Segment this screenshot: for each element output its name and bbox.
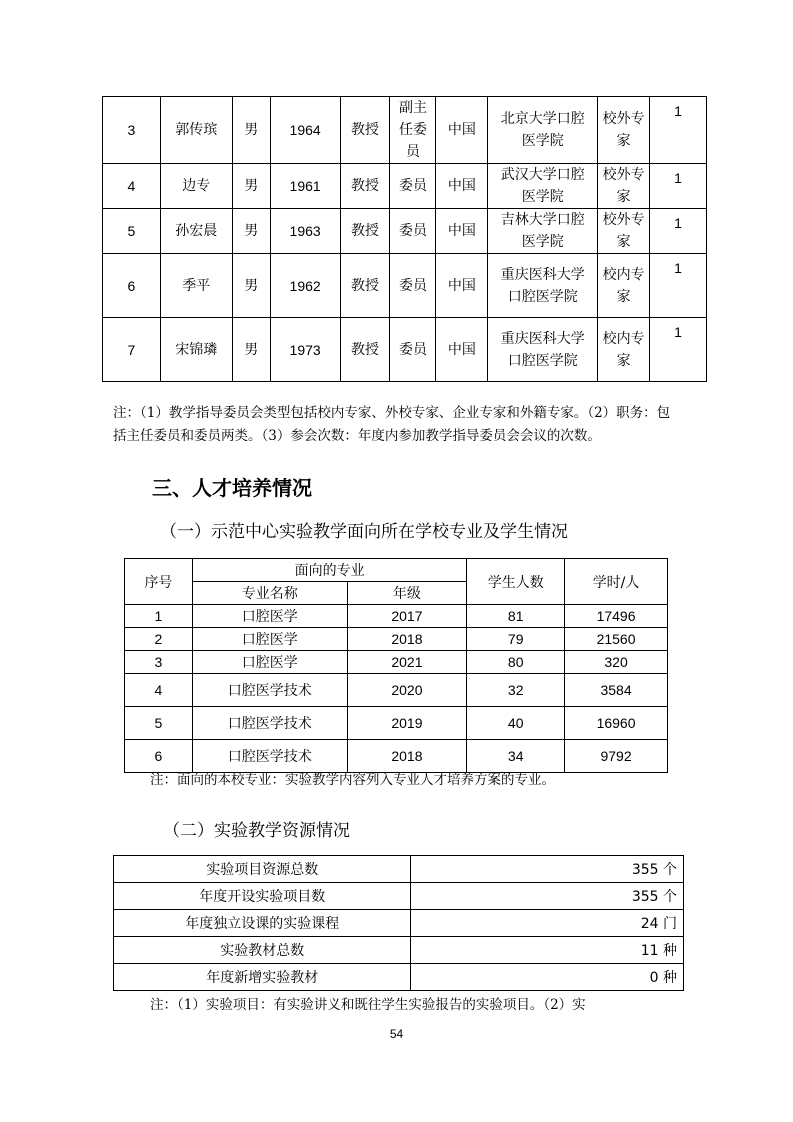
resources-row [114,910,684,937]
committee-cell-type: 校外专家 [598,97,650,164]
committee-cell-role: 委员 [390,318,436,382]
students-cell-grade: 2018 [347,628,467,651]
students-cell-students: 32 [467,674,565,707]
students-cell-hours: 9792 [565,740,668,773]
students-cell-no: 6 [125,740,193,773]
students-row [125,628,668,651]
resources-row [114,856,684,883]
resources-value: 0 种 [411,964,684,991]
resources-row [114,883,684,910]
students-cell-hours: 3584 [565,674,668,707]
committee-cell-unit: 重庆医科大学口腔医学院 [488,254,598,318]
resources-label: 年度新增实验教材 [114,964,411,991]
students-cell-no: 3 [125,651,193,674]
students-cell-no: 1 [125,605,193,628]
committee-cell-type: 校外专家 [598,209,650,254]
committee-cell-name: 郭传瑸 [160,97,232,164]
header-major-name: 专业名称 [192,582,347,605]
students-cell-students: 81 [467,605,565,628]
page-number: 54 [389,1027,404,1041]
header-no: 序号 [125,559,193,605]
committee-cell-country: 中国 [436,318,488,382]
committee-cell-no: 3 [103,97,161,164]
committee-cell-type: 校内专家 [598,254,650,318]
committee-cell-sex: 男 [232,164,270,209]
students-cell-grade: 2017 [347,605,467,628]
students-cell-grade: 2018 [347,740,467,773]
students-cell-grade: 2020 [347,674,467,707]
resources-row [114,937,684,964]
committee-cell-country: 中国 [436,209,488,254]
committee-cell-year: 1962 [270,254,340,318]
students-cell-hours: 16960 [565,707,668,740]
header-major-group: 面向的专业 [192,559,466,582]
committee-cell-year: 1973 [270,318,340,382]
committee-cell-no: 5 [103,209,161,254]
committee-cell-title: 教授 [340,209,390,254]
students-cell-hours: 17496 [565,605,668,628]
committee-cell-name: 孙宏晨 [160,209,232,254]
committee-cell-count: 1 [650,209,707,254]
resources-value: 355 个 [411,883,684,910]
resources-label: 实验教材总数 [114,937,411,964]
students-row [125,651,668,674]
committee-cell-title: 教授 [340,164,390,209]
committee-cell-year: 1963 [270,209,340,254]
students-cell-students: 40 [467,707,565,740]
committee-row [103,97,707,164]
students-row [125,605,668,628]
students-cell-grade: 2019 [347,707,467,740]
committee-cell-year: 1961 [270,164,340,209]
committee-cell-count: 1 [650,318,707,382]
students-cell-hours: 320 [565,651,668,674]
header-students: 学生人数 [467,559,565,605]
committee-table [102,96,707,382]
students-cell-major: 口腔医学技术 [192,740,347,773]
header-hours: 学时/人 [565,559,668,605]
students-note: 注：面向的本校专业：实验教学内容列入专业人才培养方案的专业。 [150,772,555,788]
committee-cell-sex: 男 [232,254,270,318]
committee-row [103,318,707,382]
committee-row [103,164,707,209]
students-cell-hours: 21560 [565,628,668,651]
committee-cell-title: 教授 [340,254,390,318]
subsection-title-students: （一）示范中心实验教学面向所在学校专业及学生情况 [160,522,568,542]
students-row [125,674,668,707]
students-cell-no: 4 [125,674,193,707]
committee-cell-country: 中国 [436,97,488,164]
committee-cell-count: 1 [650,254,707,318]
resources-label: 实验项目资源总数 [114,856,411,883]
students-row [125,740,668,773]
committee-cell-sex: 男 [232,318,270,382]
students-cell-students: 80 [467,651,565,674]
committee-cell-type: 校内专家 [598,318,650,382]
resources-label: 年度独立设课的实验课程 [114,910,411,937]
header-grade: 年级 [347,582,467,605]
committee-cell-role: 委员 [390,209,436,254]
committee-cell-sex: 男 [232,209,270,254]
students-cell-major: 口腔医学 [192,628,347,651]
section-title: 三、人才培养情况 [152,476,312,500]
subsection-title-resources: （二）实验教学资源情况 [163,821,350,841]
students-cell-no: 2 [125,628,193,651]
committee-cell-name: 边专 [160,164,232,209]
committee-cell-unit: 吉林大学口腔医学院 [488,209,598,254]
students-cell-grade: 2021 [347,651,467,674]
students-cell-students: 34 [467,740,565,773]
students-cell-major: 口腔医学 [192,605,347,628]
committee-cell-sex: 男 [232,97,270,164]
resources-table [113,855,684,991]
committee-cell-role: 副主任委员 [390,97,436,164]
committee-cell-title: 教授 [340,318,390,382]
committee-cell-unit: 重庆医科大学口腔医学院 [488,318,598,382]
committee-cell-year: 1964 [270,97,340,164]
committee-row [103,209,707,254]
committee-cell-no: 4 [103,164,161,209]
committee-cell-role: 委员 [390,164,436,209]
committee-cell-country: 中国 [436,164,488,209]
committee-cell-country: 中国 [436,254,488,318]
students-cell-students: 79 [467,628,565,651]
students-cell-no: 5 [125,707,193,740]
committee-cell-no: 7 [103,318,161,382]
committee-cell-type: 校外专家 [598,164,650,209]
committee-cell-title: 教授 [340,97,390,164]
students-row [125,707,668,740]
committee-cell-name: 季平 [160,254,232,318]
committee-row [103,254,707,318]
committee-cell-unit: 北京大学口腔医学院 [488,97,598,164]
committee-cell-name: 宋锦璘 [160,318,232,382]
committee-cell-unit: 武汉大学口腔医学院 [488,164,598,209]
resources-value: 355 个 [411,856,684,883]
resources-row [114,964,684,991]
students-cell-major: 口腔医学技术 [192,674,347,707]
students-cell-major: 口腔医学 [192,651,347,674]
committee-cell-role: 委员 [390,254,436,318]
committee-cell-count: 1 [650,164,707,209]
students-cell-major: 口腔医学技术 [192,707,347,740]
resources-label: 年度开设实验项目数 [114,883,411,910]
resources-value: 11 种 [411,937,684,964]
committee-cell-no: 6 [103,254,161,318]
resources-value: 24 门 [411,910,684,937]
committee-note: 注：（1）教学指导委员会类型包括校内专家、外校专家、企业专家和外籍专家。（2）职务：包括主任委员和委员两类。（3）参会次数：年度内参加教学指导委员会会议的次数。 [113,405,671,444]
resources-note: 注：（1）实验项目：有实验讲义和既往学生实验报告的实验项目。（2）实 [150,997,586,1013]
committee-cell-count: 1 [650,97,707,164]
students-table [124,558,668,773]
